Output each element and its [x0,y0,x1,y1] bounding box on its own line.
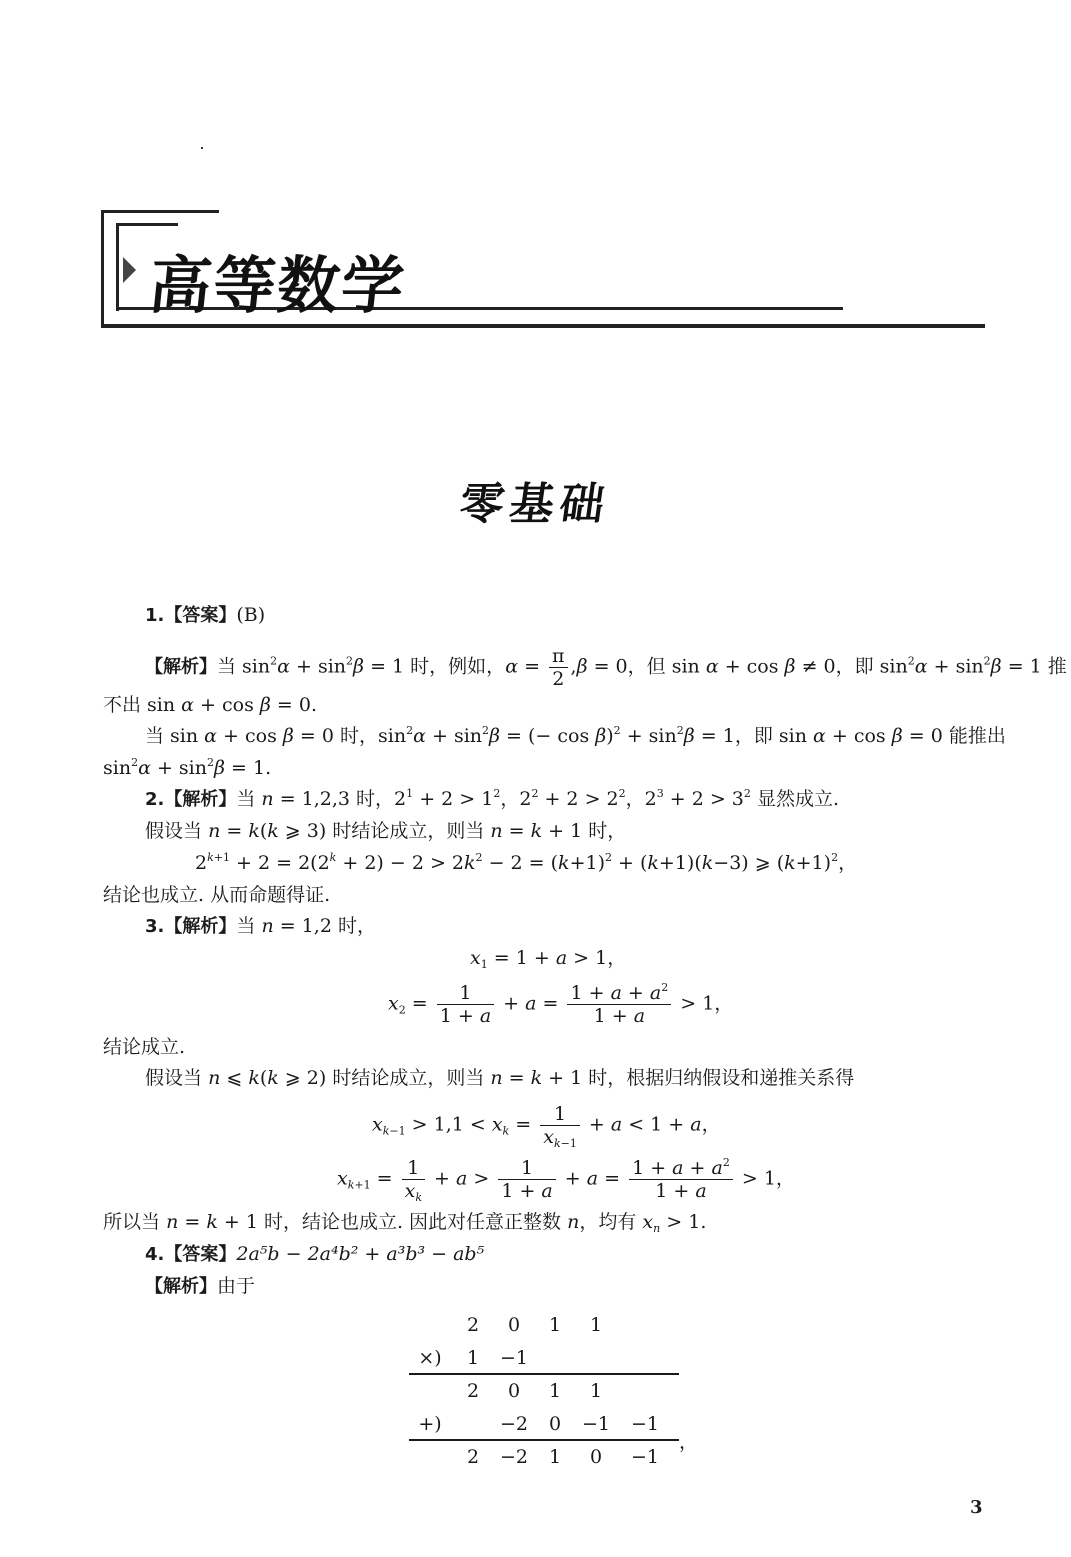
text: 时，结论也成立. 因此对任意正整数 [263,1211,562,1233]
calc-rule [409,1373,679,1375]
calc-cell: 1 [548,1446,562,1468]
problem-number: 3. [145,916,165,937]
problem-3-line-4: 所以当 n = k + 1 时，结论也成立. 因此对任意正整数 n，均有 $x_n > 1$. [103,1211,707,1235]
analysis-tag: 【解析】 [164,789,237,810]
text: 由于 [217,1275,256,1297]
text: 时， [337,915,376,937]
problem-1-line-2: 不出 sin α + cos β = 0. [103,694,318,716]
text: 当 [236,915,256,937]
problem-1-line-1: 【解析】当 $\sin^2\alpha + \sin^2\beta = 1$ 时，例如，α = $\frac{\pi}{2}$ ,β = 0，但 sin α + cos β ≠ 0，即 $\sin^2\alpha + \sin^2\beta = 1$ 推 [145,645,1067,690]
text: ，均有 [579,1211,637,1233]
scan-dot [201,147,203,149]
fraction: $\frac{1 + a + a^2}{1 + a}$ [567,982,671,1027]
calc-cell: 1 [589,1314,603,1336]
calc-trailing-comma: ， [679,1431,699,1453]
fraction: $\frac{1 + a + a^2}{1 + a}$ [629,1157,733,1202]
calc-cell: −2 [499,1446,528,1468]
calc-cell: 0 [589,1446,603,1468]
text: ，即 [734,725,773,747]
problem-3-eq-4: $x_{k+1}$ = $\frac{1}{x_k}$ + a > $\frac{1}{1 + a}$ + a = $\frac{1 + a + a^2}{1 + a}$ > 1， [337,1156,795,1204]
analysis-tag: 【解析】 [145,656,217,678]
analysis-tag: 【解析】 [145,1276,217,1297]
text: 当 [145,725,165,747]
analysis-tag: 【解析】 [164,916,237,937]
calc-cell: 2 [466,1314,480,1336]
calc-cell: 0 [507,1380,521,1402]
answer-tag: 【答案】 [164,1244,237,1265]
problem-number: 2. [145,789,165,810]
calc-cell: 1 [548,1314,562,1336]
text: 时，根据归纳假设和递推关系得 [588,1067,855,1089]
frame-line [116,223,178,226]
problem-3-line-1: 3.【解析】当 n = 1,2 时， [145,915,376,937]
problem-2-line-2: 假设当 n = k(k ⩾ 3) 时结论成立，则当 n = k + 1 时， [145,820,627,842]
fraction: $\frac{1}{x_{k-1}}$ [540,1103,580,1148]
fraction: $\frac{\pi}{2}$ [549,645,568,690]
text: 时结论成立，则当 [332,1067,485,1089]
calc-cell: −1 [630,1413,659,1435]
text: 时， [588,820,627,842]
text: 推 [1047,655,1067,678]
text: ，即 [835,655,874,678]
problem-1-line-4: $\sin^2\alpha + \sin^2\beta = 1$. [103,756,272,779]
problem-4-answer-line [145,1242,484,1267]
problem-number: 4. [145,1244,165,1265]
problem-2-line-1: 2.【解析】当 n = 1,2,3 时，$2^1 + 2 > 1^2$，$2^2 + 2 > 2^2$，$2^3 + 2 > 3^2$ 显然成立. [145,787,839,810]
frame-line [101,210,219,213]
calc-operator: +) [418,1413,442,1435]
calc-cell: −1 [581,1413,610,1435]
calc-rule [409,1439,679,1441]
problem-3-line-3: 假设当 n ⩽ k(k ⩾ 2) 时结论成立，则当 n = k + 1 时，根据归纳假设和递推关系得 [145,1067,855,1089]
calc-operator: ×) [418,1347,442,1369]
calc-cell: −1 [499,1347,528,1369]
calc-cell: 1 [589,1380,603,1402]
calc-cell: 0 [507,1314,521,1336]
calc-cell: 2 [466,1446,480,1468]
frame-line [101,210,104,328]
problem-3-eq-2: $x_2$ = $\frac{1}{1 + a}$ + a = $\frac{1 + a + a^2}{1 + a}$ > 1， [388,981,734,1027]
calc-cell: 2 [466,1380,480,1402]
page-number: 3 [970,1497,983,1518]
problem-1-answer-line [145,603,265,628]
calc-cell: −2 [499,1413,528,1435]
calc-cell: 1 [548,1380,562,1402]
calc-cell: 0 [548,1413,562,1435]
text: 所以当 [103,1211,161,1233]
problem-4-line-1 [145,1274,255,1299]
problem-3-line-2: 结论成立. [103,1036,186,1058]
problem-2-line-3: $2^{k+1} + 2 = 2(2^k + 2) - 2 > 2k^2 - 2 = (k+1)^2 + (k+1)(k-3)$ ⩾ $(k+1)^2$， [195,851,858,874]
text: 能推出 [948,725,1006,747]
section-title: 零基础 [456,479,614,530]
answer-tag: 【答案】 [164,605,237,626]
text: 假设当 [145,1067,203,1089]
text: 时，例如， [410,655,506,678]
text: 不出 [103,694,142,716]
text: 时， [340,725,379,747]
problem-number: 1. [145,605,165,626]
text: ，但 [627,655,666,678]
problem-3-eq-1: $x_1 = 1 + a > 1$， [470,947,627,971]
frame-line [116,223,119,311]
calc-cell: −1 [630,1446,659,1468]
text: 时结论成立，则当 [332,820,485,842]
fraction: $\frac{1}{x_k}$ [402,1157,425,1202]
fraction: $\frac{1}{1 + a}$ [498,1157,555,1202]
triangle-right-icon [123,257,136,283]
problem-3-eq-3: $x_{k-1} > 1,1 < x_k$ = $\frac{1}{x_{k-1}}$ + a < 1 + a， [372,1103,721,1150]
answer-value: 2a⁵b − 2a⁴b² + a³b³ − ab⁵ [236,1243,485,1265]
fraction: $\frac{1}{1 + a}$ [437,982,494,1027]
answer-value: (B) [236,604,266,626]
text: 假设当 [145,820,203,842]
text: 当 [217,655,237,678]
problem-1-line-3: 当 sin α + cos β = 0 时，$\sin^2\alpha + \sin^2\beta$ = (− $\cos \beta)^2 + \sin^2\beta = 1$，即 sin α + cos β = 0 能推出 [145,724,1006,747]
calc-cell: 1 [466,1347,480,1369]
problem-2-line-4: 结论也成立. 从而命题得证. [103,884,331,906]
chapter-title: 高等数学 [145,249,410,322]
text: 显然成立. [756,788,839,810]
